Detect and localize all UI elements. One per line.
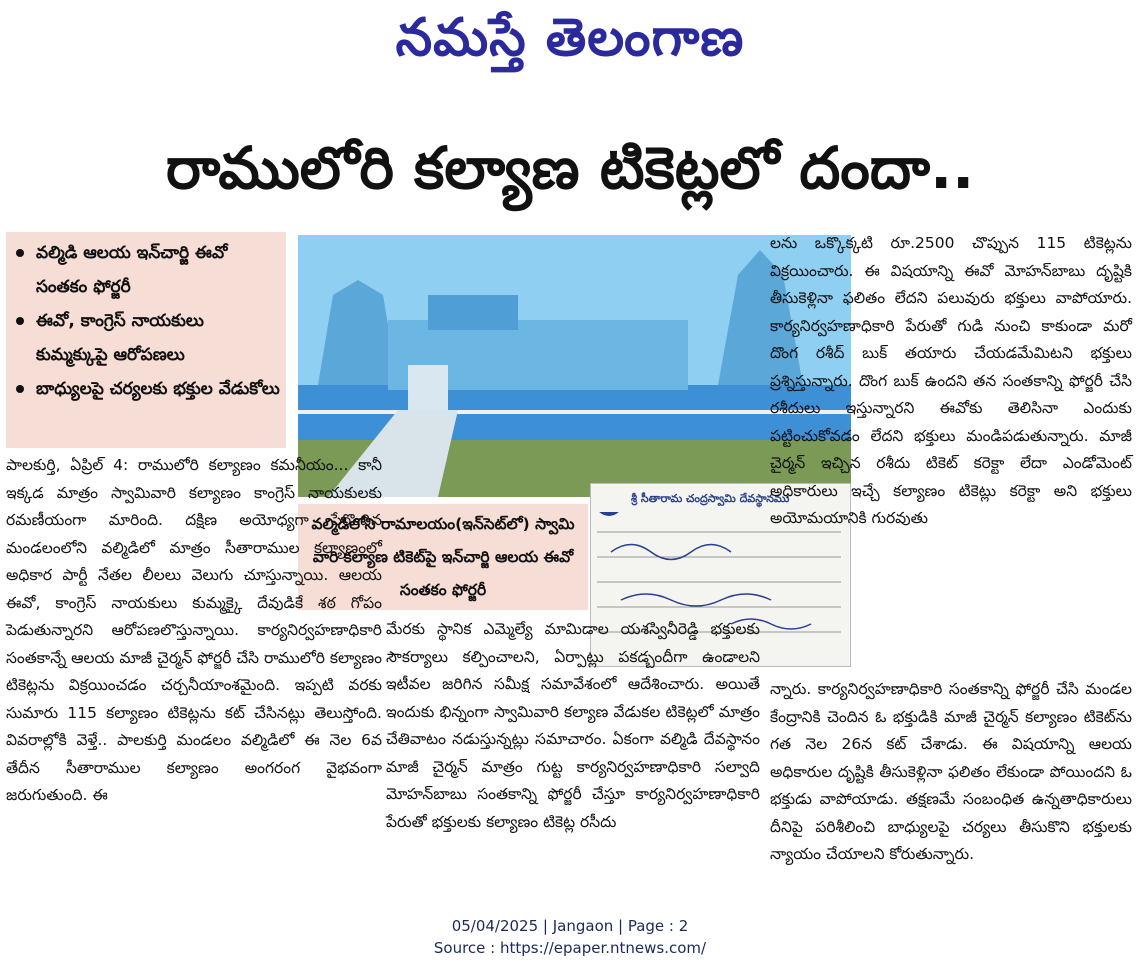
article-column-3-continued: న్నారు. కార్యనిర్వహణాధికారి సంతకాన్ని ఫోర్జరీ చేసి మండల కేంద్రానికి చెందిన ఓ భక్తుడికి మాజీ చైర్మన్ కల్యాణం టికెట్‌ను గత నెల 26న కట్ చేశాడు. ఈ విషయాన్ని ఆలయ అధికారుల దృష్టికి తీసుకెళ్లినా ఫలితం లేకుండా పోయిందని ఓ భక్తుడు వాపోయాడు. తక్షణమే సంబంధిత ఉన్నతాధికారులు దీనిపై పరిశీలించి బాధ్యులపై చర్యలు తీసుకొని భక్తులకు న్యాయం చేయాలని కోరుతున్నారు. xyxy=(770,680,1132,863)
article-column-3: లను ఒక్కొక్కటి రూ.2500 చొప్పున 115 టికెట్లను విక్రయించారు. ఈ విషయాన్ని ఈవో మోహన్‌బాబు దృష్టికి తీసుకెళ్లినా ఫలితం లేదని పలువురు భక్తులు వాపోయారు. కార్యనిర్వహణాధికారి పేరుతో గుడి నుంచి కాకుండా మరో దొంగ రశీద్ బుక్ తయారు చేయడమేమిటని భక్తులు ప్రశ్నిస్తున్నారు. దొంగ బుక్ ఉందని తన సంతకాన్ని ఫోర్జరీ చేసి రశీదులు ఇస్తున్నారని ఈవోకు తెలిసినా ఎందుకు పట్టించుకోవడం లేదని భక్తులు మండిపడుతున్నారు. మాజీ చైర్మన్ ఇచ్చిన రశీదు టికెట్ కరెక్టా లేదా ఎండోమెంట్ అధికారులు ఇచ్చే కల్యాణం టికెట్లు కరెక్టా అని భక్తులు అయోమయానికి గురవుతు xyxy=(770,234,1132,527)
highlights-box xyxy=(6,232,286,448)
bullet-icon xyxy=(16,249,24,257)
page-headline: రాములోరి కల్యాణ టికెట్లలో దందా.. xyxy=(165,134,975,202)
article-column-1: పాలకుర్తి, ఏప్రిల్ 4: రాములోరి కల్యాణం కమనీయం... కానీ ఇక్కడ మాత్రం స్వామివారి కల్యాణం కాంగ్రెస్ నాయకులకు రమణీయంగా మారింది. దక్షిణ అయోధ్యగా పేరొందిన మండలంలోని వల్మిడిలో మాత్రం సీతారాముల కల్యాణంలో అధికార పార్టీ నేతల లీలలు వెలుగు చూస్తున్నాయి. ఆలయ ఈవో, కాంగ్రెస్ నాయకులు కుమ్మక్కై దేవుడికే శఠ గోపం పెడుతున్నారని ఆరోపణలొస్తున్నాయి. కార్యనిర్వహణాధికారి సంతకాన్నే ఆలయ మాజీ చైర్మన్ ఫోర్జరీ చేసి రాములోరి కల్యాణం టికెట్లను విక్రయించడం చర్చనీయాంశమైంది. ఇప్పటి వరకు సుమారు 115 కల్యాణం టికెట్లను కట్ చేసినట్లు తెలుస్తోంది. వివరాల్లోకి వెళ్తే.. పాలకుర్తి మండలం వల్మిడిలో ఈ నెల 6వ తేదీన సీతారాముల కల్యాణం అంగరంగ వైభవంగా జరుగుతుంది. ఈ xyxy=(6,456,382,804)
footer-edition-info: 05/04/2025 | Jangaon | Page : 2 xyxy=(451,917,689,935)
bullet-icon xyxy=(16,385,24,393)
photo-caption: వల్మిడిలోని రామాలయం(ఇన్‌సెట్‌లో) స్వామి వారి కల్యాణ టికెట్‌పై ఇన్‌చార్జి ఆలయ ఈవో సంతకం ఫోర్జరీ xyxy=(298,504,588,610)
masthead-logo: నమస్తే తెలంగాణ xyxy=(395,7,745,68)
highlight-item: వల్మిడి ఆలయ ఇన్‌చార్జి ఈవో సంతకం ఫోర్జరీ xyxy=(12,236,280,304)
bullet-icon xyxy=(16,317,24,325)
article-column-2: మేరకు స్థానిక ఎమ్మెల్యే మామిడాల యశస్వినీరెడ్డి భక్తులకు సౌకర్యాలు కల్పించాలని, ఏర్పాట్లు పకడ్బందీగా ఉండాలని ఇటీవల జరిగిన సమీక్ష సమావేశంలో ఆదేశించారు. అయితే ఇందుకు భిన్నంగా స్వామివారి కల్యాణ వేడుకల టికెట్లలో మాత్రం చేతివాటం నడుస్తున్నట్లు సమాచారం. ఏకంగా వల్మిడి దేవస్థానం మాజీ చైర్మన్ మాత్రం గుట్ట కార్యనిర్వహణాధికారి సల్వాది మోహన్‌బాబు సంతకాన్ని ఫోర్జరీ చేస్తూ కార్యనిర్వహణాధికారి పేరుతో భక్తులకు కల్యాణం టికెట్ల రసీదు xyxy=(386,620,760,831)
footer-source-link[interactable]: Source : https://epaper.ntnews.com/ xyxy=(433,939,707,957)
highlight-item: ఈవో, కాంగ్రెస్ నాయకులు కుమ్మక్కుపై ఆరోపణలు xyxy=(12,304,280,372)
highlight-item: బాధ్యులపై చర్యలకు భక్తుల వేడుకోలు xyxy=(12,372,280,406)
receipt-title: శ్రీ సీతారామ చంద్రస్వామి దేవస్థానము xyxy=(631,492,790,505)
